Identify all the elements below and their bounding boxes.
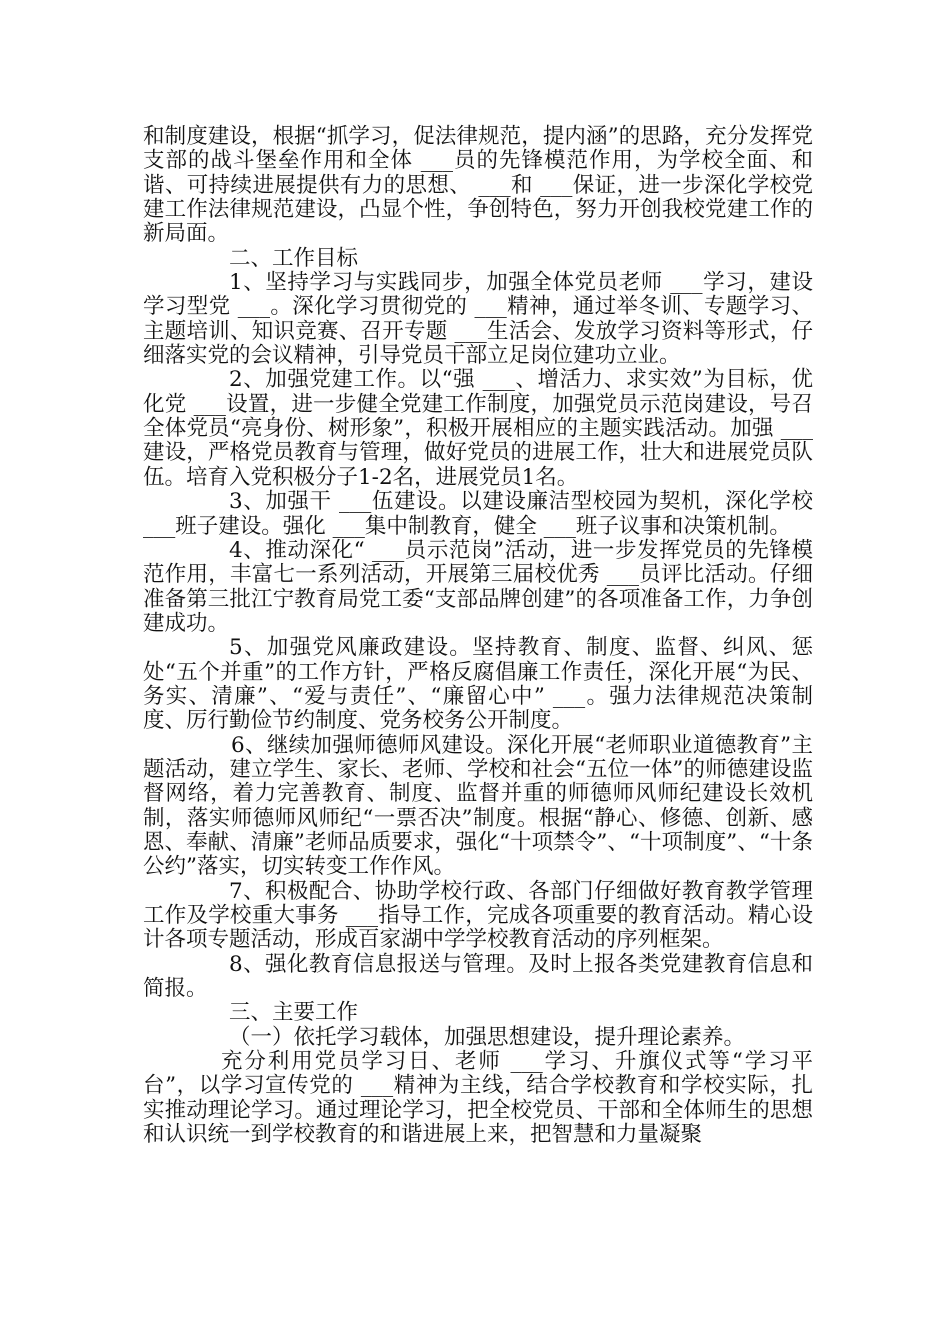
heading-work-goals: 二、工作目标: [229, 245, 359, 271]
heading-main-work: 三、主要工作: [229, 1000, 359, 1026]
goal-item-6: 6、继续加强师德师风建设。深化开展“老师职业道德教育”主题活动，建立学生、家长、老师、学校和社会“五位一体”的师德建设监督网络，着力完善教育、制度、监督并重的师德师风师纪建设长效机制，落实师德师风师纪“一票否决”制度。根据“静心、修德、创新、感恩、奉献、清廉”老师品质要求，强化“十项禁令”、“十项制度”、“十条公约”落实，切实转变工作作风。: [143, 732, 813, 880]
goal-item-7: 7、积极配合、协助学校行政、各部门仔细做好教育教学管理工作及学校重大事务 ___指导工作，完成各项重要的教育活动。精心设计各项专题活动，形成百家湖中学学校教育活动的序列框架。: [143, 878, 813, 953]
goal-item-5: 5、加强党风廉政建设。坚持教育、制度、监督、纠风、惩处“五个并重”的工作方针，严格反腐倡廉工作责任，深化开展“为民、务实、清廉”、“爱与责任”、“廉留心中” ___。强力法律规范决策制度、厉行勤俭节约制度、党务校务公开制度。: [143, 635, 813, 734]
paragraph-study-platform: 充分利用党员学习日、老师 ___学习、升旗仪式等“学习平台”，以学习宣传党的 ___精神为主线，结合学校教育和学校实际，扎实推动理论学习。通过理论学习，把全校党员、干部和全体师生的思想和认识统一到学校教育的和谐进展上来，把智慧和力量凝聚: [143, 1049, 813, 1148]
goal-item-8: 8、强化教育信息报送与管理。及时上报各类党建教育信息和简报。: [143, 951, 813, 1002]
paragraph-intro: 和制度建设，根据“抓学习，促法律规范，提内涵”的思路，充分发挥党支部的战斗堡垒作用和全体 ___员的先锋模范作用，为学校全面、和谐、可持续进展提供有力的思想、 ___和 ___保证，进一步深化学校党建工作法律规范建设，凸显个性，争创特色，努力开创我校党建工作的新局面。: [143, 124, 813, 247]
subheading-study-carrier: （一）依托学习载体，加强思想建设，提升理论素养。: [229, 1024, 746, 1050]
goal-item-2: 2、加强党建工作。以“强 ___、增活力、求实效”为目标，优化党 ___设置，进一步健全党建工作制度，加强党员示范岗建设，号召全体党员“亮身份、树形象”，积极开展相应的主题实践活动。加强 ___建设，严格党员教育与管理，做好党员的进展工作，壮大和进展党员队伍。培育入党积极分子1-2名，进展党员1名。: [143, 367, 813, 490]
goal-item-4: 4、推动深化“ ___员示范岗”活动，进一步发挥党员的先锋模范作用，丰富七一系列活动，开展第三届校优秀 ___员评比活动。仔细准备第三批江宁教育局党工委“支部品牌创建”的各项准备工作，力争创建成功。: [143, 537, 813, 636]
goal-item-3: 3、加强干 ___伍建设。以建设廉洁型校园为契机，深化学校 ___班子建设。强化 ___集中制教育，健全 ___班子议事和决策机制。: [143, 489, 820, 539]
document-page: [143, 124, 820, 1148]
goal-item-1: 1、坚持学习与实践同步，加强全体党员老师 ___学习，建设学习型党 ___。深化学习贯彻党的 ___精神，通过举冬训、专题学习、主题培训、知识竞赛、召开专题 ___生活会、发放学习资料等形式，仔细落实党的会议精神，引导党员干部立足岗位建功立业。: [143, 270, 813, 369]
